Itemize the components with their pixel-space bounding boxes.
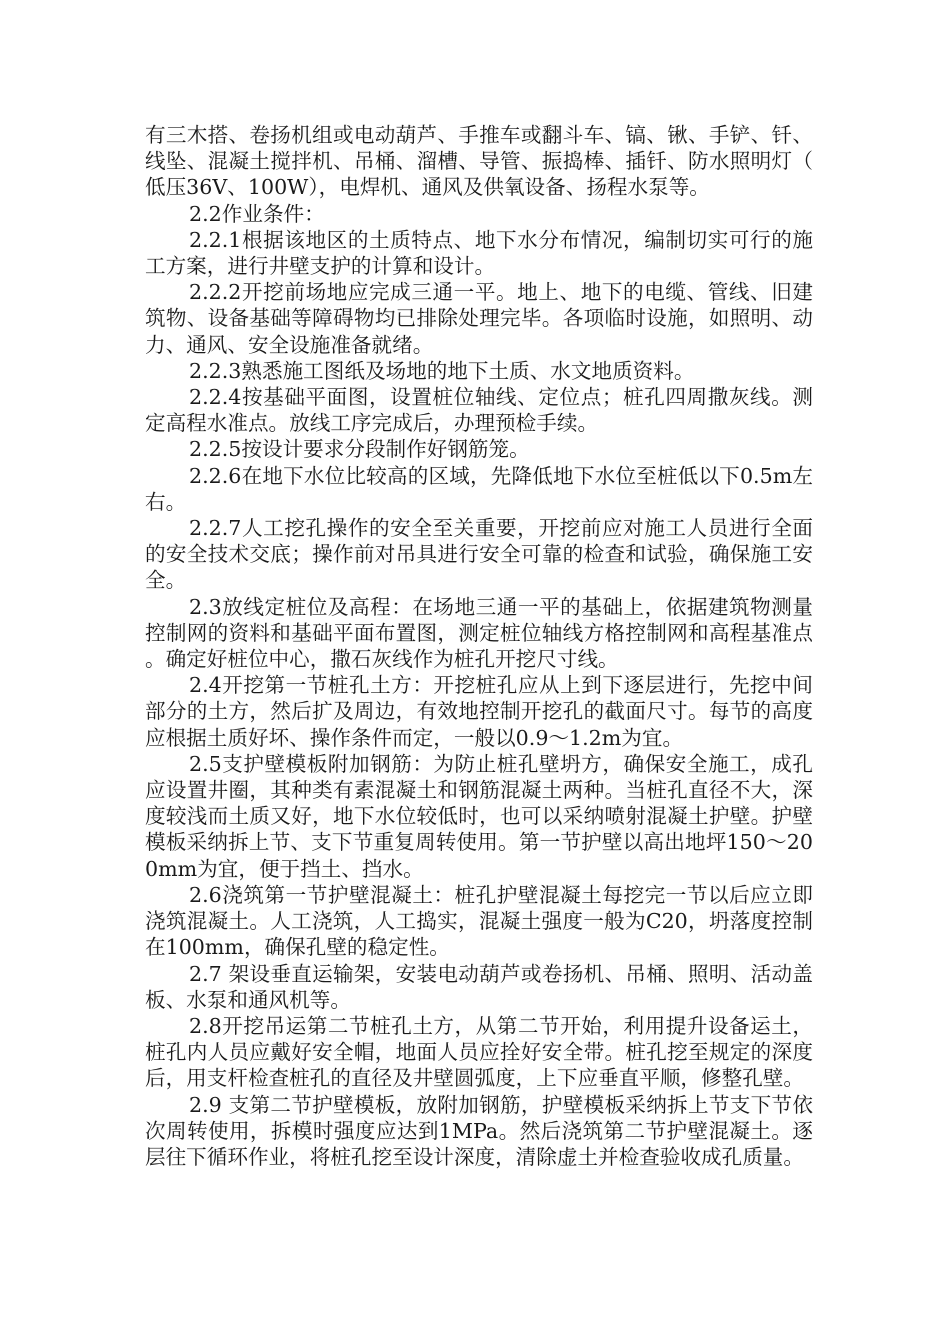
paragraph-2-2-7: 2.2.7人工挖孔操作的安全至关重要，开挖前应对施工人员进行全面的安全技术交底；操作前对吊具进行安全可靠的检查和试验，确保施工安全。	[145, 516, 813, 593]
paragraph-2-2-3: 2.2.3熟悉施工图纸及场地的地下土质、水文地质资料。	[189, 358, 695, 383]
paragraph-equipment-list: 有三木搭、卷扬机组或电动葫芦、手推车或翻斗车、镐、锹、手铲、钎、线坠、混凝土搅拌机、吊桶、溜槽、导管、振捣棒、插钎、防水照明灯（低压36V、100W），电焊机、通风及供氧设备、扬程水泵等。	[145, 123, 813, 200]
paragraph-2-2-2: 2.2.2开挖前场地应完成三通一平。地上、地下的电缆、管线、旧建筑物、设备基础等障碍物均已排除处理完毕。各项临时设施，如照明、动力、通风、安全设施准备就绪。	[145, 280, 813, 357]
paragraph-2-4: 2.4开挖第一节桩孔土方：开挖桩孔应从上到下逐层进行，先挖中间部分的土方，然后扩及周边，有效地控制开挖孔的截面尺寸。每节的高度应根据土质好坏、操作条件而定，一般以0.9～1.2m为宜。	[145, 673, 813, 750]
paragraph-2-2-1: 2.2.1根据该地区的土质特点、地下水分布情况，编制切实可行的施工方案，进行井壁支护的计算和设计。	[145, 227, 813, 279]
paragraph-2-2-5: 2.2.5按设计要求分段制作好钢筋笼。	[189, 437, 530, 462]
paragraph-2-7: 2.7 架设垂直运输架，安装电动葫芦或卷扬机、吊桶、照明、活动盖板、水泵和通风机等。	[145, 961, 813, 1012]
paragraph-2-2-heading: 2.2作业条件：	[189, 201, 325, 226]
paragraph-2-2-6: 2.2.6在地下水位比较高的区域，先降低地下水位至桩低以下0.5m左右。	[145, 463, 813, 514]
document-body	[145, 122, 813, 1170]
paragraph-2-3: 2.3放线定桩位及高程：在场地三通一平的基础上，依据建筑物测量控制网的资料和基础平面布置图，测定桩位轴线方格控制网和高程基准点。确定好桩位中心，撒石灰线作为桩孔开挖尺寸线。	[145, 594, 813, 672]
paragraph-2-6: 2.6浇筑第一节护壁混凝土：桩孔护壁混凝土每挖完一节以后应立即浇筑混凝土。人工浇筑，人工捣实，混凝土强度一般为C20，坍落度控制在100mm，确保孔壁的稳定性。	[145, 882, 813, 960]
paragraph-2-5: 2.5支护壁模板附加钢筋：为防止桩孔壁坍方，确保安全施工，成孔应设置井圈，其种类有素混凝土和钢筋混凝土两种。当桩孔直径不大，深度较浅而土质又好，地下水位较低时，也可以采纳喷射混凝土护壁。护壁模板采纳拆上节、支下节重复周转使用。第一节护壁以高出地坪150～200mm为宜，便于挡土、挡水。	[145, 751, 813, 881]
paragraph-2-8: 2.8开挖吊运第二节桩孔土方，从第二节开始，利用提升设备运土，桩孔内人员应戴好安全帽，地面人员应拴好安全带。桩孔挖至规定的深度后，用支杆检查桩孔的直径及井壁圆弧度，上下应垂直平顺，修整孔壁。	[145, 1013, 813, 1091]
paragraph-2-2-4: 2.2.4按基础平面图，设置桩位轴线、定位点；桩孔四周撒灰线。测定高程水准点。放线工序完成后，办理预检手续。	[145, 385, 813, 436]
paragraph-2-9: 2.9 支第二节护壁模板，放附加钢筋，护壁模板采纳拆上节支下节依次周转使用，拆模时强度应达到1MPa。然后浇筑第二节护壁混凝土。逐层往下循环作业，将桩孔挖至设计深度，清除虚土并检查验收成孔质量。	[145, 1092, 813, 1169]
